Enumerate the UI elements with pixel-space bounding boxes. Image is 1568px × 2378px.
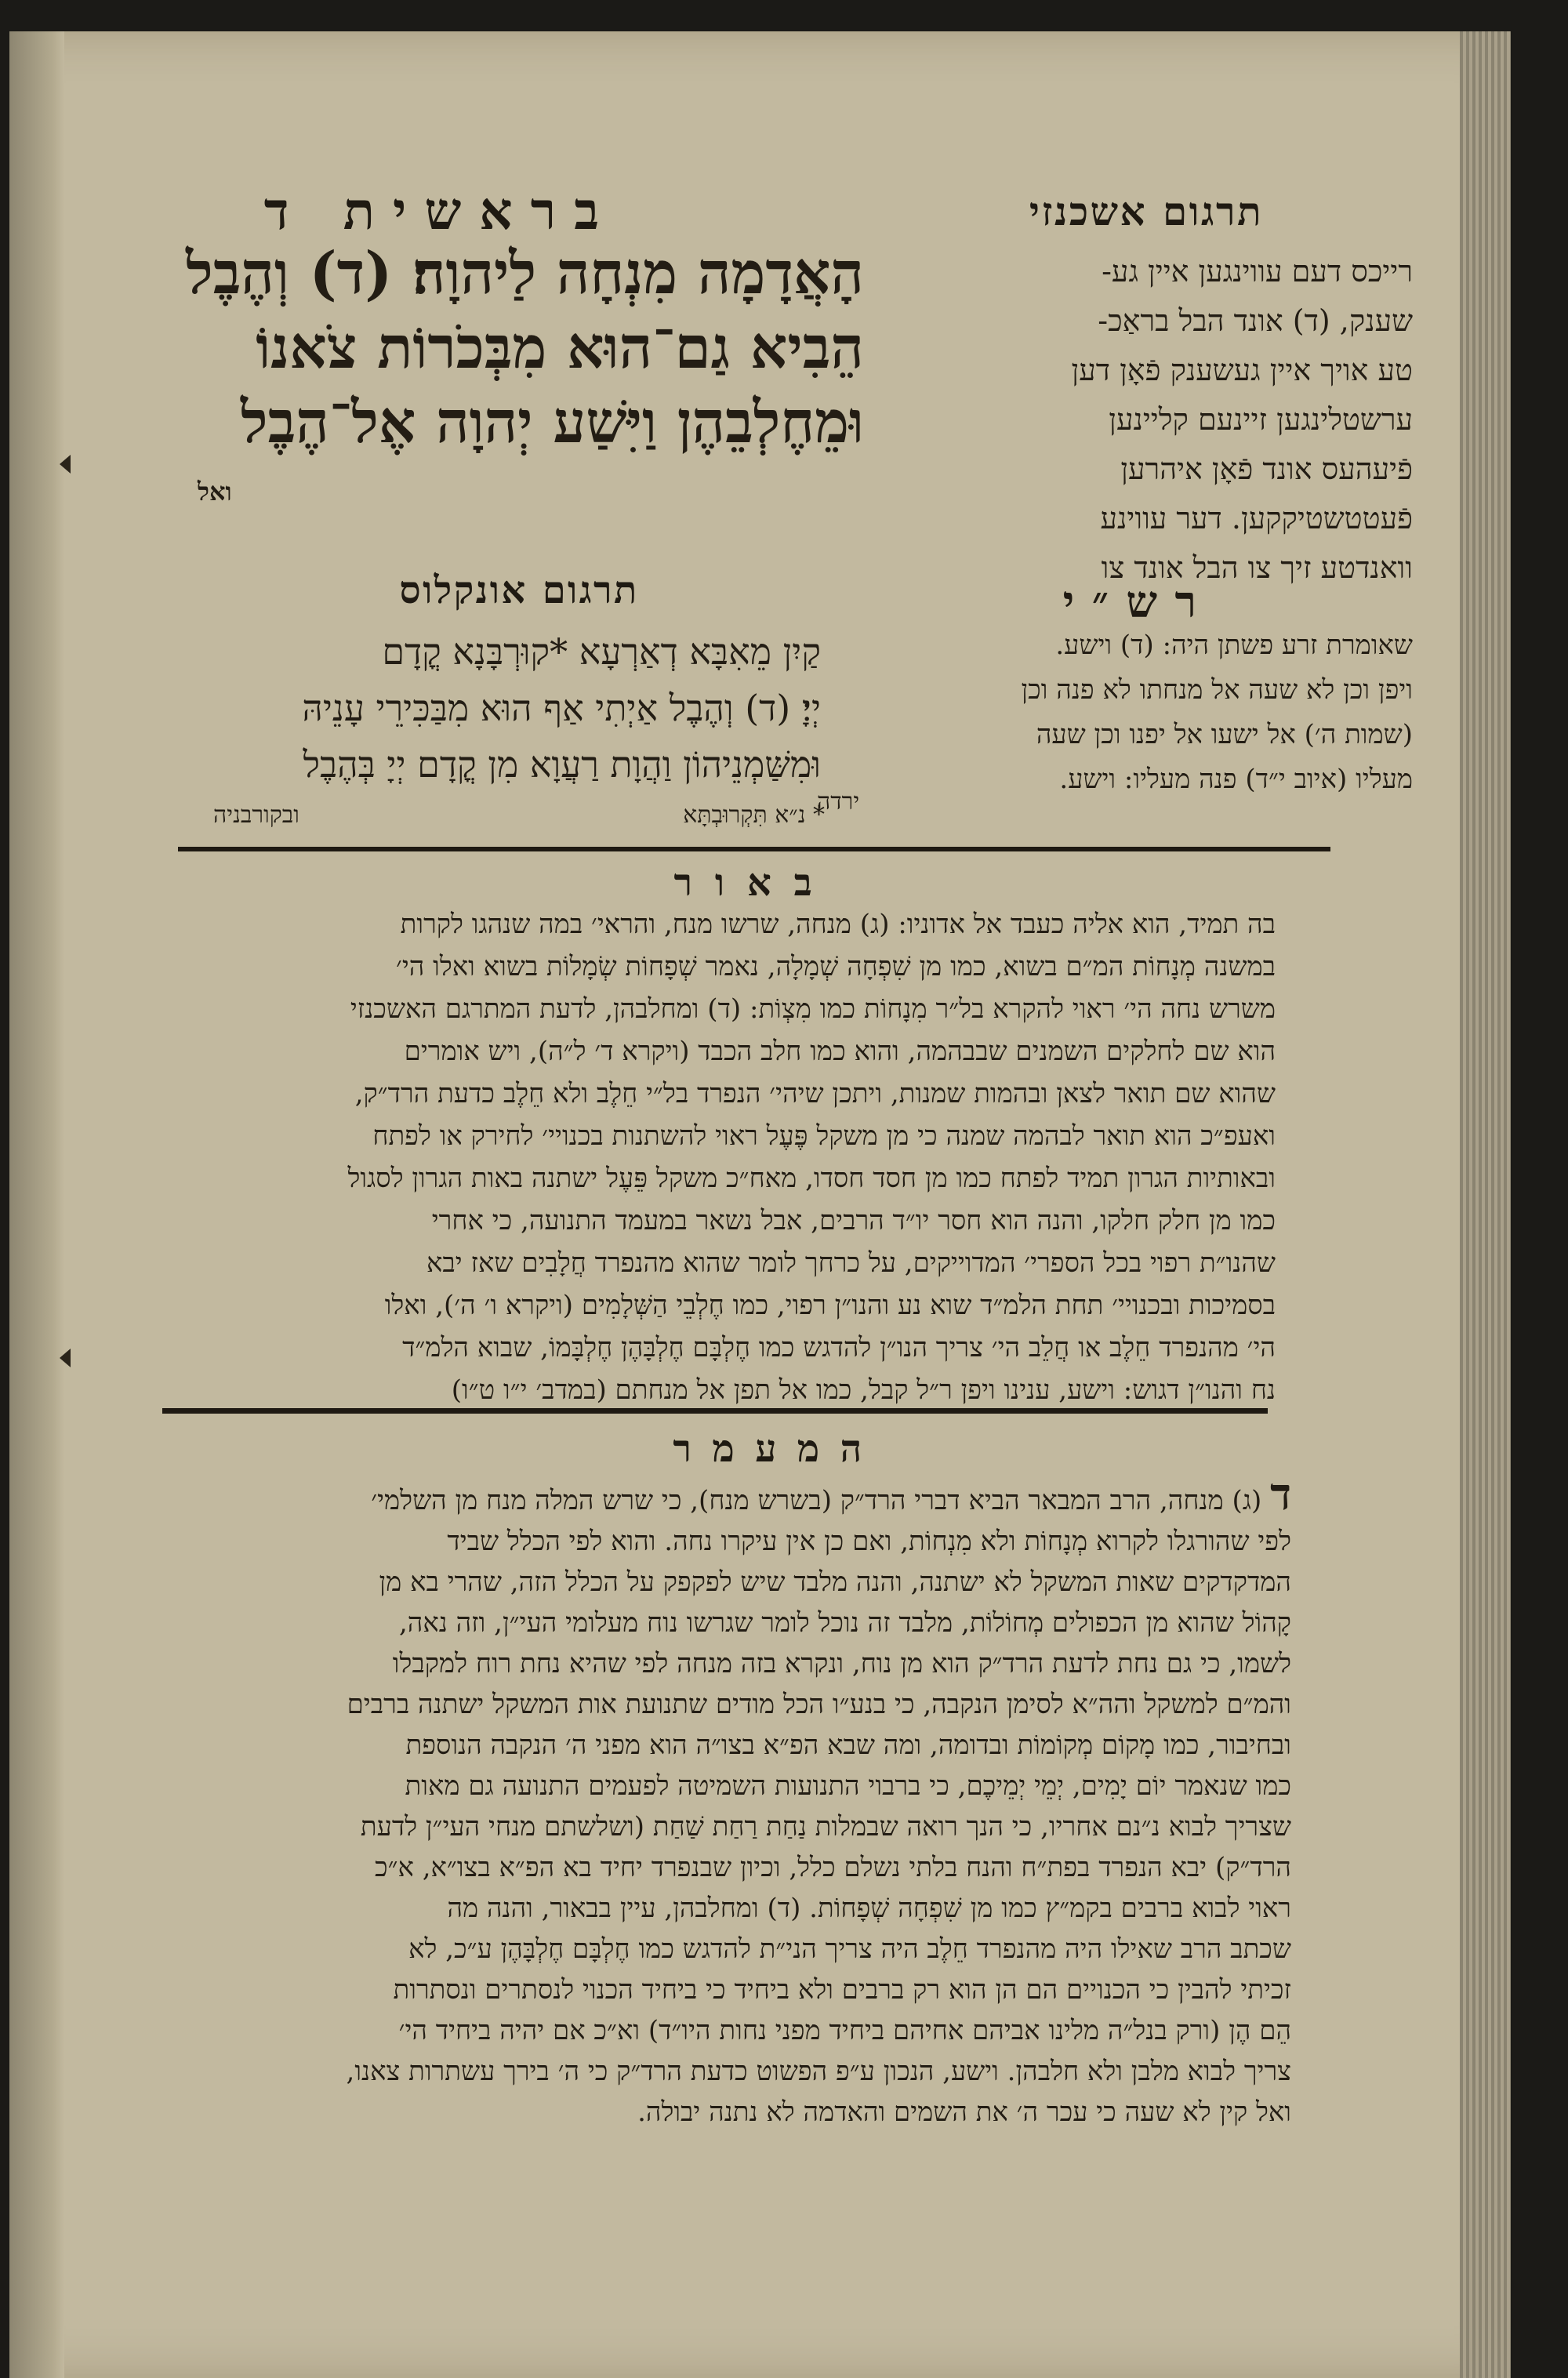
translation-line: ערשטלינגען זיינעם קליינען: [1109, 402, 1413, 437]
meamer-line: לפי שהורגלו לקרוא מְנָחוֹת ולא מִנְחוֹת, ואם כן אין עיקרו נחה. והוא לפי הכלל שביד: [447, 1526, 1291, 1557]
onkelos-line: יְיָ׃ (ד) וְהֶבֶל אַיְתִי אַף הוּא מִבַּכִּירֵי עָנֵיהּ: [302, 687, 821, 729]
meamer-line: קָהוֹל שהוא מן הכפולים מְחוֹלוֹת, מלבד זה נוכל לומר שגרשו נוח מעלומי העי״ן, וזה נאה,: [398, 1607, 1291, 1639]
meamer-line: ראוי לבוא ברבים בקמ״ץ כמו מן שִׁפְחָה שְׁפָחוֹת. (ד) ומחלבהן, עיין בבאור, והנה מה: [447, 1893, 1291, 1924]
translation-line: פֿיעהעס אונד פֿאָן איהרען: [1120, 452, 1413, 486]
meamer-line-text: (ג) מנחה, הרב המבאר הביא דברי הרד״ק (בשרש מנח), כי שרש המלה מנח מן השלמי׳: [371, 1485, 1262, 1516]
meamer-line: לשמו, כי גם נחת לדעת הרד״ק הוא מן נוח, ונקרא בזה מנחה לפי שהיא נחת רוח למקבלו: [392, 1648, 1291, 1679]
biur-line: ובאותיות הגרון תמיד לפתח כמו מן חסד חסדו, מאח״כ משקל פֵּעֶל ישתנה באות הגרון לסגול: [347, 1163, 1276, 1194]
margin-mark: [60, 1349, 71, 1367]
verse-line: הֵבִיא גַם־הוּא מִבְּכֹרוֹת צֹאנוֹ: [256, 314, 864, 382]
yiddish-translation: [880, 247, 1413, 593]
meamer-line: ובחיבור, כמו מָקוֹם מְקוֹמוֹת ובדומה, ומה שבא הפ״א בצו״ה הוא מפני ה׳ הנקבה הנוספת: [405, 1730, 1291, 1761]
biur-line: ואעפ״כ הוא תואר לבהמה שמנה כי מן משקל פֶּעֶל ראוי להשתנות בכנויי׳ לחירק או לפתח: [372, 1120, 1276, 1152]
meamer-line: זכיתי להבין כי הכנויים הם הן הוא רק ברבים ולא ביחיד כי ביחיד הכנוי לנסתרים ונסתרות: [393, 1974, 1291, 2006]
translation-line: פֿעטטשטיקקען. דער עווינע: [1100, 501, 1413, 536]
biur-line: שהנו״ת רפוי בכל הספרי׳ המדוייקים, על כרחך לומר שהוא מהנפרד חֲלָבִים שאז יבא: [426, 1247, 1276, 1279]
translation-title: תרגום אשכנזי: [1029, 188, 1264, 234]
meamer-line: [170, 1474, 1291, 1521]
biur-line: הי׳ מהנפרד חֵלֶב או חֲלֵב הי׳ צריך הנו״ן להדגש כמו חֶלְבָּם חֶלְבָּהֶן חֶלְבָּמוֹ, שבוא הלמ״ד: [402, 1332, 1276, 1363]
meamer-line: והמ״ם למשקל והה״א לסימן הנקבה, כי בנע״ו הכל מודים שתנועת אות המשקל ישתנה ברבים: [347, 1689, 1291, 1720]
meamer-line: הרד״ק) יבא הנפרד בפת״ח והנח בלתי נשלם כלל, וכיון שבנפרד יחיד בא הפ״א בצו״א, א״כ: [374, 1852, 1291, 1883]
verse-catchword: ואל: [198, 477, 232, 506]
onkelos-footnote: * נ״א תִּקְרוּבְתָּא: [683, 801, 825, 829]
onkelos-text: [162, 623, 821, 793]
biur-line: משרש נחה הי׳ ראוי להקרא בל״ר מִנָחוֹת כמו מִצְוֹת: (ד) ומחלבהן, לדעת המתרגם האשכנזי: [350, 993, 1276, 1025]
translation-line: וואנדטע זיך צו הבל אונד צו: [1101, 550, 1413, 585]
biur-title: באור: [673, 861, 835, 905]
page-edges: [1460, 31, 1511, 2378]
verse-text: [127, 237, 864, 460]
meamer-line: שכתב הרב שאילו היה מהנפרד חֵלֶב היה צריך הני״ת להדגש כמו חֶלְבָּם חֶלְבָּהֶן ע״כ, לא: [408, 1933, 1291, 1965]
rashi-line: ויפן וכן לא שעה אל מנחתו לא פנה וכן: [1021, 674, 1413, 706]
section-divider: [162, 1408, 1268, 1414]
biur-line: במשנה מְנָחוֹת המ״ם בשוא, כמו מן שִׁפְחָה שְׁמָלָה, נאמר שְׁפָחוֹת שְׂמָלוֹת בשוא ואלו הי׳: [396, 951, 1276, 982]
onkelos-catchword: ובקורבניה: [213, 801, 299, 829]
onkelos-footer: [213, 801, 825, 829]
drop-initial: ד: [1270, 1474, 1291, 1520]
translation-line: שענק, (ד) אונד הבל בראַכ-: [1098, 303, 1413, 338]
meamer-text: [170, 1474, 1291, 2133]
margin-mark: [60, 455, 71, 474]
biur-line: הוא שם לחלקים השמנים שבבהמה, והוא כמו חלב הכבד (ויקרא ד׳ ל״ה), ויש אומרים: [404, 1036, 1276, 1067]
biur-line: בסמיכות ובכנויי׳ תחת הלמ״ד שוא נע והנו״ן רפוי, כמו חֶלְבֵי הַשְּׁלָמִים (ויקרא ו׳ ה׳), ואלו: [384, 1290, 1276, 1321]
rashi-line: מעליו (איוב י״ד) פנה מעליו: וישע.: [1059, 764, 1413, 795]
rashi-line: (שמות ה׳) אל ישעו אל יפנו וכן שעה: [1036, 719, 1413, 750]
biur-line: שהוא שם תואר לצאן ובהמות שמנות, ויתכן שיהי׳ הנפרד בל״י חֵלֶב ולא חֵלֶב כדעת הרד״ק,: [354, 1078, 1276, 1109]
verse-line: הָאֲדָמָה מִנְחָה לַיהוָה׃ (ד) וְהֶבֶל: [186, 240, 864, 307]
translation-line: רייכס דעם עווינגען איין גע-: [1102, 254, 1413, 289]
biur-text: [170, 903, 1276, 1411]
meamer-line: צריך לבוא מלבן ולא חלבהן. וישע, הנכון ע״פ הפשוט כדעת הרד״ק כי ה׳ בירך עשתרות צאנו,: [346, 2056, 1291, 2087]
onkelos-line: קַיִן מֵאִבָּא דְאַרְעָא *קוּרְבָּנָא קֳדָם: [382, 630, 821, 673]
meamer-title: המעמר: [673, 1427, 883, 1471]
rashi-text: [801, 623, 1413, 802]
onkelos-title: תרגום אונקלוס: [399, 568, 639, 612]
section-divider: [178, 847, 1330, 851]
verse-line: וּמֵחֶלְבֵהֶן וַיִּשַׁע יְהוָה אֶל־הֶבֶל: [241, 389, 864, 456]
book-page: [9, 31, 1511, 2378]
meamer-line: המדקדקים שאות המשקל לא ישתנה, והנה מלבד שיש לפקפק על הכלל הזה, שהרי בא מן: [379, 1567, 1291, 1598]
rashi-title: רש״י: [1062, 576, 1214, 628]
rashi-catchword: ירדה: [817, 788, 860, 815]
rashi-line: שאומרת זרע פשתן היה: (ד) וישע.: [1055, 630, 1413, 661]
page-gutter: [9, 31, 64, 2378]
meamer-line: הֵם הֶן (ורק בנל״ה מלינו אביהם אחיהם ביחיד מפני נחות היו״ד) וא״כ אם יהיה ביחיד הי׳: [398, 2015, 1291, 2046]
page-title: בראשית ד: [263, 180, 618, 241]
onkelos-line: וּמִשַּׁמְנֵיהוֹן וַהֲוָת רַעֲוָא מִן קֳדָם יְיָ בְּהֶבֶל: [303, 743, 821, 786]
meamer-line: כמו שנאמר יוֹם יָמִים, יְמֵי יְמֵיכֶם, כי ברבוי התנועות השמיטה לפעמים התנועה גם מאות: [405, 1770, 1291, 1802]
meamer-line: ואל קין לא שעה כי עכר ה׳ את השמים והאדמה לא נתנה יבולה.: [637, 2097, 1291, 2128]
biur-line: נח והנו״ן דגוש: וישע, ענינו ויפן ר״ל קבל, כמו אל תפן אל מנחתם (במדב׳ י״ו ט״ו): [451, 1374, 1276, 1406]
meamer-line: שצריך לבוא נ״נם אחריו, כי הנך רואה שבמלות נַחַת רַחַת שַׁחַת (ושלשתם מנחי העי״ן לדעת: [360, 1811, 1291, 1842]
biur-line: כמו מן חלק חלקו, והנה הוא חסר יו״ד הרבים, אבל נשאר במעמד התנועה, כי אחרי: [431, 1205, 1276, 1236]
translation-line: טע אויך איין געשענק פֿאָן דען: [1071, 353, 1413, 387]
biur-line: בה תמיד, הוא אליה כעבד אל אדוניו: (ג) מנחה, שרשו מנח, והראי׳ במה שנהגו לקרות: [400, 909, 1276, 940]
